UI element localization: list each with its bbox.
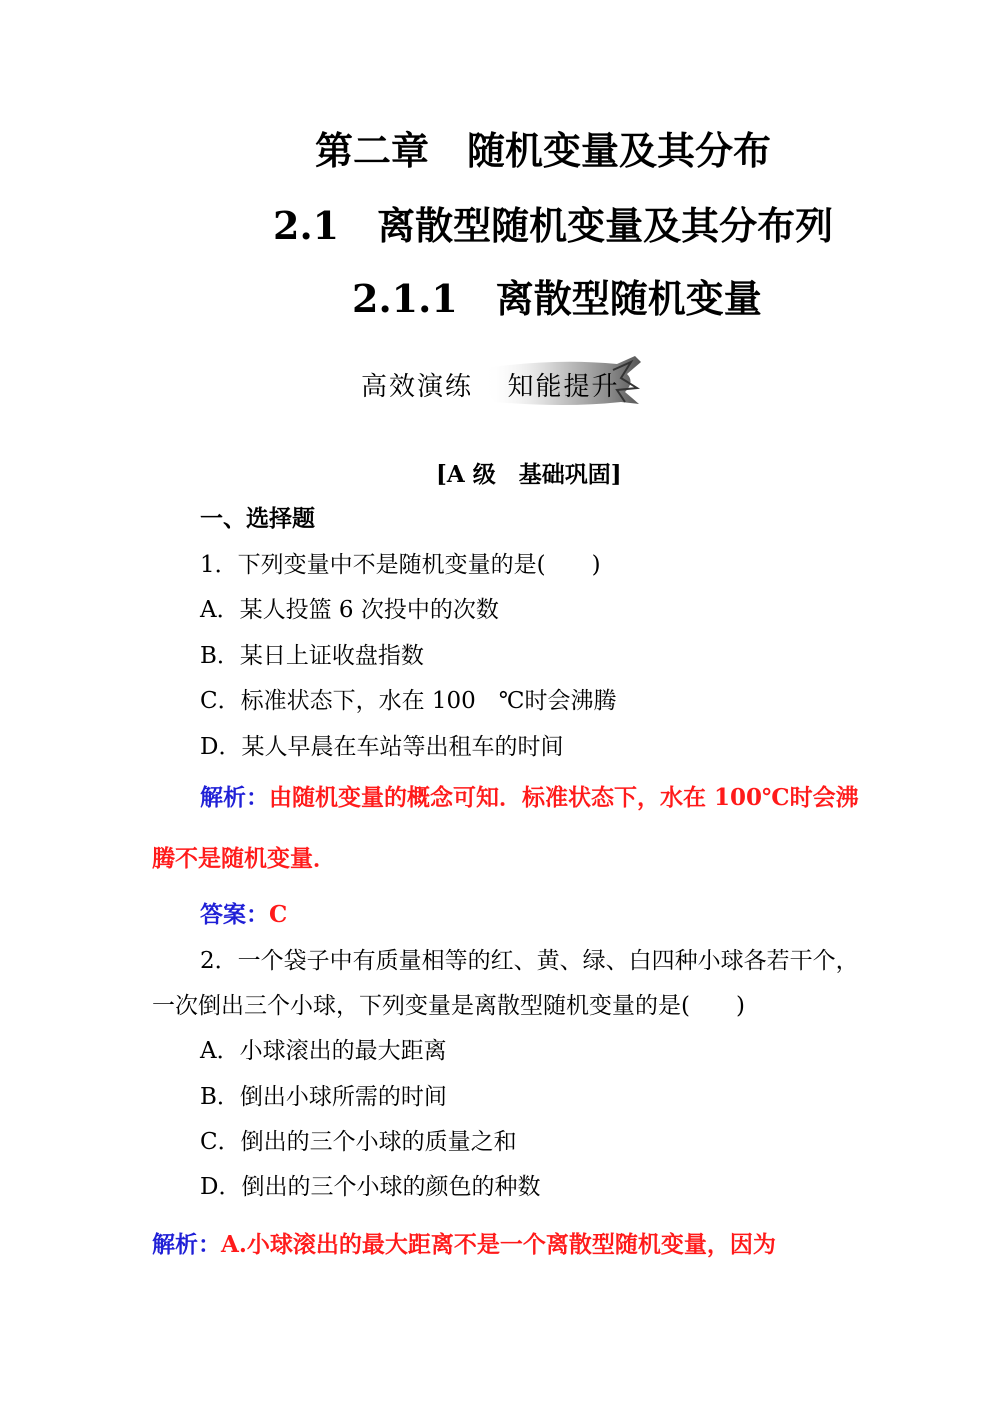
- level-heading: [A 级 基础巩固]: [436, 461, 622, 488]
- q2-analysis: [152, 1226, 776, 1259]
- banner-text-right: 知能提升: [507, 372, 620, 402]
- banner-text-left: 高效演练: [361, 372, 474, 402]
- q1-analysis: [200, 779, 859, 812]
- q1-option-a: A．某人投篮 6 次投中的次数: [200, 597, 499, 623]
- banner-text: [361, 366, 620, 403]
- section-heading: 一、选择题: [200, 505, 315, 532]
- section-title: 2.1 离散型随机变量及其分布列: [273, 203, 834, 248]
- q2-analysis-label: 解析：: [152, 1231, 221, 1258]
- q2-option-d: D．倒出的三个小球的颜色的种数: [200, 1174, 541, 1200]
- q2-option-c: C．倒出的三个小球的质量之和: [200, 1129, 517, 1155]
- q1-answer: [200, 896, 287, 929]
- q1-answer-value: C: [269, 901, 288, 928]
- q2-option-a: A．小球滚出的最大距离: [200, 1038, 447, 1064]
- q1-analysis-continued: 腾不是随机变量．: [152, 845, 336, 872]
- q1-option-b: B．某日上证收盘指数: [200, 643, 424, 669]
- q2-stem-line1: 2．一个袋子中有质量相等的红、黄、绿、白四种小球各若干个，: [200, 948, 859, 974]
- q2-option-b: B．倒出小球所需的时间: [200, 1084, 447, 1110]
- q2-stem-line2: 一次倒出三个小球，下列变量是离散型随机变量的是( ): [152, 993, 745, 1019]
- q1-option-d: D．某人早晨在车站等出租车的时间: [200, 734, 564, 760]
- chapter-title: 第二章 随机变量及其分布: [315, 128, 772, 173]
- q1-answer-label: 答案：: [200, 901, 269, 928]
- q2-analysis-text: A.小球滚出的最大距离不是一个离散型随机变量，因为: [221, 1231, 776, 1258]
- practice-banner: [355, 352, 650, 418]
- q1-analysis-label: 解析：: [200, 784, 269, 811]
- q1-option-c: C．标准状态下，水在 100 ℃时会沸腾: [200, 688, 617, 714]
- q1-analysis-text: 由随机变量的概念可知．标准状态下，水在 100℃时会沸: [269, 784, 859, 811]
- q1-stem: 1．下列变量中不是随机变量的是( ): [200, 552, 601, 578]
- subsection-title: 2.1.1 离散型随机变量: [352, 276, 762, 321]
